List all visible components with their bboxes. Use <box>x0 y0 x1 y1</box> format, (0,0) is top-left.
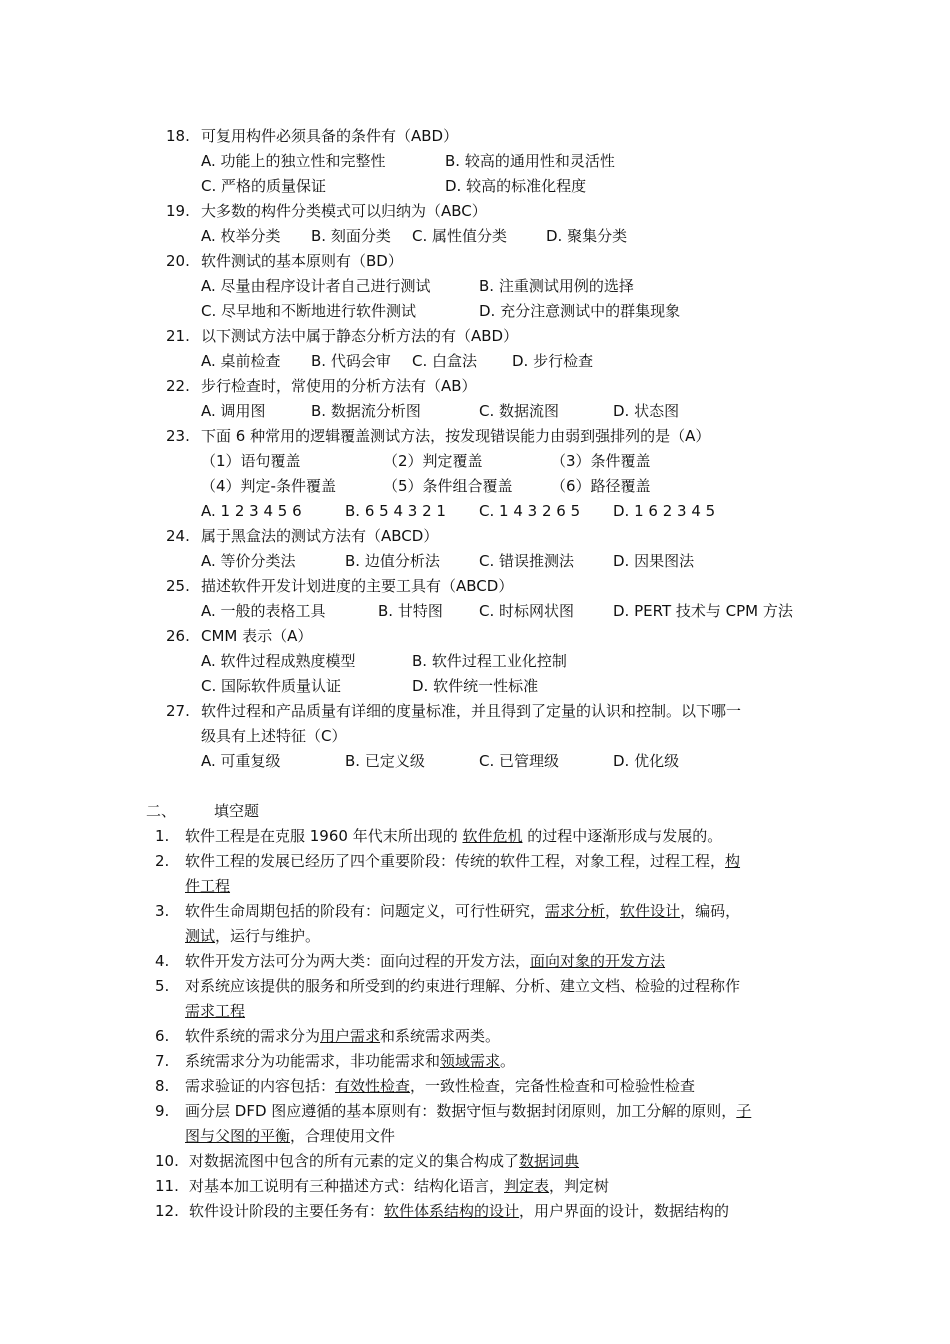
answer: 软件设计 <box>620 902 681 920</box>
question-text: CMM 表示（A） <box>201 627 313 645</box>
item-number: 5. <box>155 977 170 995</box>
item-text: 软件开发方法可分为两大类：面向过程的开发方法，面向对象的开发方法 <box>185 952 666 970</box>
item-text: 软件系统的需求分为用户需求和系统需求两类。 <box>185 1027 501 1045</box>
question-text: 软件测试的基本原则有（BD） <box>201 252 403 270</box>
option: A. 一般的表格工具 <box>201 602 326 620</box>
option: A. 桌前检查 <box>201 352 281 370</box>
method-item: （1）语句覆盖 <box>201 452 301 470</box>
question-text: 可复用构件必须具备的条件有（ABD） <box>201 127 459 145</box>
question-text: 下面 6 种常用的逻辑覆盖测试方法，按发现错误能力由弱到强排列的是（A） <box>201 427 711 445</box>
option: B. 数据流分析图 <box>311 402 421 420</box>
option: A. 尽量由程序设计者自己进行测试 <box>201 277 431 295</box>
item-text <box>185 876 230 896</box>
option: B. 较高的通用性和灵活性 <box>445 152 615 170</box>
item-number: 9. <box>155 1102 170 1120</box>
question-number: 23. <box>166 427 190 445</box>
option: D. 因果图法 <box>613 552 695 570</box>
item-text: 软件生命周期包括的阶段有：问题定义，可行性研究，需求分析，软件设计，编码， <box>185 902 741 920</box>
option: C. 国际软件质量认证 <box>201 677 342 695</box>
item-number: 7. <box>155 1052 170 1070</box>
question-number: 26. <box>166 627 190 645</box>
item-text: 对数据流图中包含的所有元素的定义的集合构成了数据词典 <box>189 1152 580 1170</box>
option: A. 软件过程成熟度模型 <box>201 652 356 670</box>
option: C. 1 4 3 2 6 5 <box>479 502 581 520</box>
question-number: 25. <box>166 577 190 595</box>
question-text: 以下测试方法中属于静态分析方法的有（ABD） <box>201 327 519 345</box>
question-text: 描述软件开发计划进度的主要工具有（ABCD） <box>201 577 514 595</box>
option: D. PERT 技术与 CPM 方法 <box>613 602 793 620</box>
question-text: 步行检查时，常使用的分析方法有（AB） <box>201 377 477 395</box>
item-text <box>185 1001 245 1021</box>
item-text: 软件设计阶段的主要任务有：软件体系结构的设计，用户界面的设计，数据结构的 <box>189 1202 730 1220</box>
answer: 用户需求 <box>320 1027 381 1045</box>
question-number: 19. <box>166 202 190 220</box>
option: C. 数据流图 <box>479 402 560 420</box>
item-number: 3. <box>155 902 170 920</box>
option: C. 尽早地和不断地进行软件测试 <box>201 302 417 320</box>
answer: 测试 <box>185 927 216 945</box>
option: B. 软件过程工业化控制 <box>412 652 567 670</box>
item-number: 1. <box>155 827 170 845</box>
answer: 需求分析 <box>545 902 606 920</box>
option: C. 已管理级 <box>479 752 560 770</box>
item-number: 4. <box>155 952 170 970</box>
option: D. 1 6 2 3 4 5 <box>613 502 716 520</box>
option: C. 白盒法 <box>412 352 478 370</box>
option: A. 调用图 <box>201 402 266 420</box>
option: A. 等价分类法 <box>201 552 296 570</box>
option: D. 充分注意测试中的群集现象 <box>479 302 681 320</box>
option: D. 聚集分类 <box>546 227 628 245</box>
item-text: 系统需求分为功能需求，非功能需求和领域需求。 <box>185 1052 516 1070</box>
question-text: 属于黑盒法的测试方法有（ABCD） <box>201 527 439 545</box>
item-text: 图与父图的平衡，合理使用文件 <box>185 1127 396 1145</box>
answer: 子 <box>736 1102 752 1120</box>
section-title: 填空题 <box>214 802 260 820</box>
item-number: 11. <box>155 1177 179 1195</box>
answer: 数据词典 <box>519 1152 580 1170</box>
option: A. 功能上的独立性和完整性 <box>201 152 386 170</box>
option: B. 代码会审 <box>311 352 391 370</box>
question-text: 级具有上述特征（C） <box>201 727 347 745</box>
option: D. 步行检查 <box>512 352 594 370</box>
question-number: 21. <box>166 327 190 345</box>
item-number: 6. <box>155 1027 170 1045</box>
item-text: 对系统应该提供的服务和所受到的约束进行理解、分析、建立文档、检验的过程称作 <box>185 977 741 995</box>
method-item: （6）路径覆盖 <box>551 477 651 495</box>
section-number: 二、 <box>146 802 177 820</box>
method-item: （4）判定-条件覆盖 <box>201 477 336 495</box>
item-number: 8. <box>155 1077 170 1095</box>
answer: 面向对象的开发方法 <box>530 952 666 970</box>
answer: 件工程 <box>185 877 231 895</box>
option: A. 1 2 3 4 5 6 <box>201 502 302 520</box>
question-number: 18. <box>166 127 190 145</box>
item-text: 软件工程是在克服 1960 年代末所出现的 软件危机 的过程中逐渐形成与发展的。 <box>185 827 723 845</box>
option: C. 错误推测法 <box>479 552 575 570</box>
option: A. 可重复级 <box>201 752 281 770</box>
option: C. 严格的质量保证 <box>201 177 327 195</box>
option: B. 注重测试用例的选择 <box>479 277 634 295</box>
option: B. 已定义级 <box>345 752 425 770</box>
question-number: 20. <box>166 252 190 270</box>
option: B. 甘特图 <box>378 602 443 620</box>
answer: 需求工程 <box>185 1002 246 1020</box>
option: D. 优化级 <box>613 752 680 770</box>
item-text: 软件工程的发展已经历了四个重要阶段：传统的软件工程，对象工程，过程工程，构 <box>185 852 741 870</box>
item-text: 需求验证的内容包括：有效性检查，一致性检查，完备性检查和可检验性检查 <box>185 1077 696 1095</box>
answer: 软件体系结构的设计 <box>384 1202 520 1220</box>
item-number: 12. <box>155 1202 179 1220</box>
question-text: 大多数的构件分类模式可以归纳为（ABC） <box>201 202 487 220</box>
option: C. 属性值分类 <box>412 227 508 245</box>
option: C. 时标网状图 <box>479 602 575 620</box>
answer: 领域需求 <box>440 1052 501 1070</box>
answer: 构 <box>725 852 741 870</box>
question-text: 软件过程和产品质量有详细的度量标准，并且得到了定量的认识和控制。以下哪一 <box>201 702 742 720</box>
question-number: 27. <box>166 702 190 720</box>
answer: 判定表 <box>504 1177 550 1195</box>
item-text: 对基本加工说明有三种描述方式：结构化语言，判定表，判定树 <box>189 1177 610 1195</box>
option: B. 边值分析法 <box>345 552 440 570</box>
question-number: 22. <box>166 377 190 395</box>
option: A. 枚举分类 <box>201 227 281 245</box>
item-text: 测试，运行与维护。 <box>185 927 321 945</box>
option: D. 状态图 <box>613 402 680 420</box>
item-text: 画分层 DFD 图应遵循的基本原则有：数据守恒与数据封闭原则，加工分解的原则，子 <box>185 1102 752 1120</box>
method-item: （3）条件覆盖 <box>551 452 651 470</box>
question-number: 24. <box>166 527 190 545</box>
answer: 图与父图的平衡 <box>185 1127 291 1145</box>
item-number: 2. <box>155 852 170 870</box>
answer: 软件危机 <box>462 827 523 845</box>
option: B. 刻面分类 <box>311 227 391 245</box>
option: B. 6 5 4 3 2 1 <box>345 502 446 520</box>
answer: 有效性检查 <box>335 1077 411 1095</box>
item-number: 10. <box>155 1152 179 1170</box>
method-item: （2）判定覆盖 <box>383 452 483 470</box>
option: D. 软件统一性标准 <box>412 677 539 695</box>
option: D. 较高的标准化程度 <box>445 177 587 195</box>
method-item: （5）条件组合覆盖 <box>383 477 513 495</box>
